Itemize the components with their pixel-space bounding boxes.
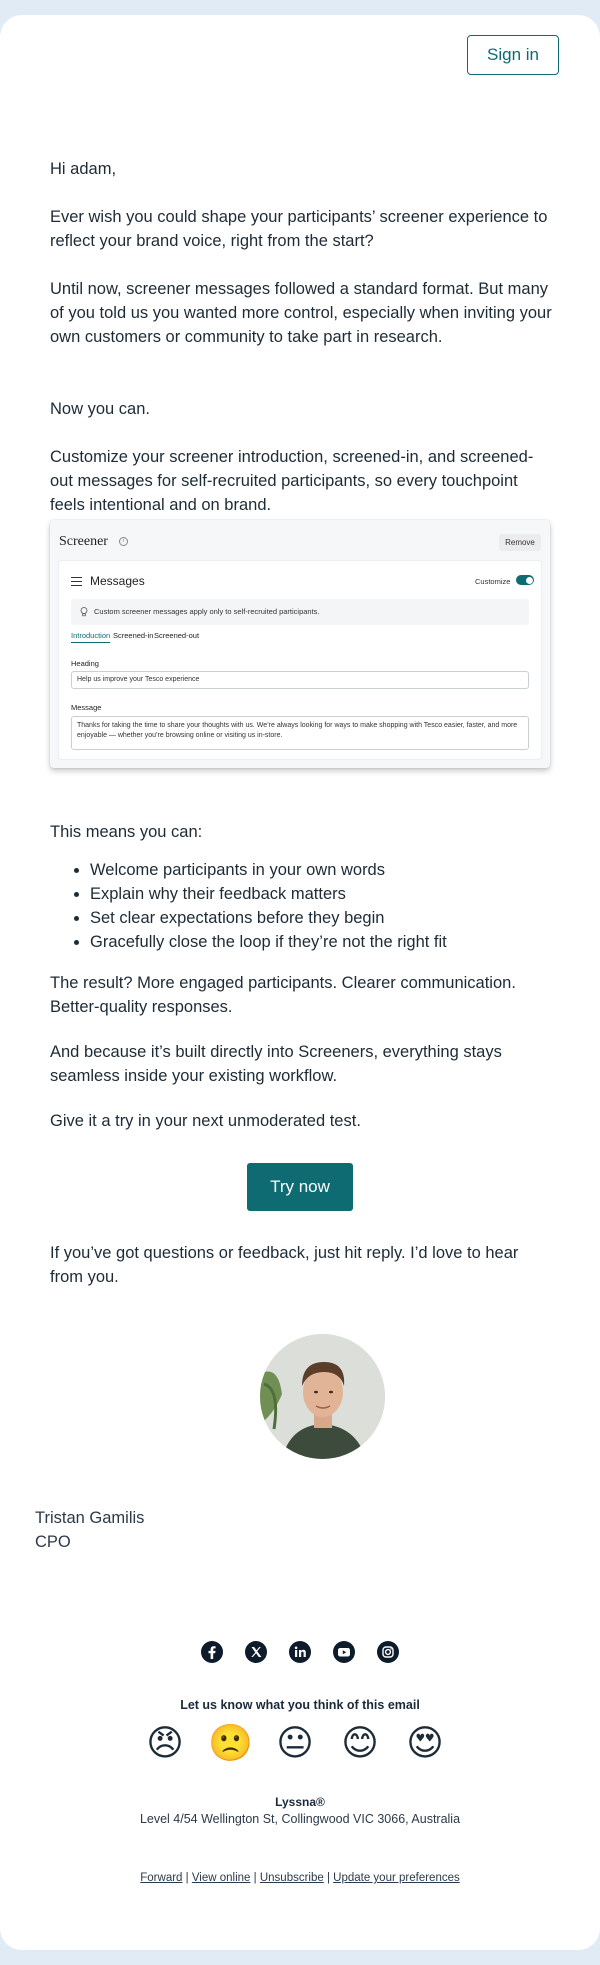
customize-label: Customize — [475, 577, 511, 586]
remove-button: Remove — [499, 534, 541, 551]
customize-toggle — [516, 575, 534, 585]
feedback-title: Let us know what you think of this email — [180, 1698, 420, 1712]
company-address: Level 4/54 Wellington St, Collingwood VIC 3066, Australia — [139, 1812, 461, 1826]
means-paragraph: This means you can: — [50, 823, 203, 841]
screener-screenshot — [50, 520, 550, 768]
context-paragraph: Until now, screener messages followed a standard format. But many of you told us you wanted more control, especially when inviting your own customers or community to take part in research. — [50, 280, 552, 346]
intro-paragraph: Ever wish you could shape your participants’ screener experience to reflect your brand voice, right from the start? — [50, 208, 548, 250]
list-item: Welcome participants in your own words — [50, 858, 555, 882]
youtube-icon[interactable] — [333, 1641, 355, 1663]
menu-icon — [71, 577, 82, 586]
update-preferences-link[interactable]: Update your preferences — [333, 1872, 460, 1884]
list-item: Set clear expectations before they begin — [50, 906, 555, 930]
try-paragraph: Give it a try in your next unmoderated test. — [50, 1112, 361, 1130]
customize-paragraph: Customize your screener introduction, screened-in, and screened-out messages for self-recruited participants, so every touchpoint feels intentional and on brand. — [50, 448, 534, 514]
view-online-link[interactable]: View online — [191, 1872, 251, 1884]
happy-emoji-button[interactable]: 😊 — [341, 1722, 379, 1763]
portrait-image — [260, 1334, 385, 1459]
brand-name: Lyssna® — [275, 1795, 325, 1809]
instagram-icon[interactable] — [377, 1641, 399, 1663]
lightbulb-icon — [80, 607, 88, 617]
footer-links: Forward | View online | Unsubscribe | Update your preferences — [140, 1872, 460, 1884]
angry-emoji-button[interactable]: 😠 — [146, 1722, 184, 1763]
forward-link[interactable]: Forward — [140, 1872, 183, 1884]
greeting: Hi adam, — [50, 160, 117, 178]
message-field: Thanks for taking the time to share your thoughts with us. We’re always looking for ways to make shopping with Tesco easier, faster, and more enjoyable — whether you’re browsing online or visiting us in-store. — [71, 716, 529, 750]
reply-paragraph: If you’ve got questions or feedback, just hit reply. I’d love to hear from you. — [50, 1244, 519, 1286]
benefits-list — [50, 858, 555, 954]
heading-label: Heading — [71, 659, 99, 668]
x-icon[interactable] — [245, 1641, 267, 1663]
heading-field: Help us improve your Tesco experience — [71, 671, 529, 689]
note-box — [71, 599, 529, 625]
list-item: Explain why their feedback matters — [50, 882, 555, 906]
avatar — [260, 1334, 385, 1459]
screener-title: Screener — [59, 534, 108, 549]
sad-emoji-button[interactable]: 🙁 — [208, 1722, 253, 1763]
signature-name: Tristan Gamilis — [35, 1509, 145, 1527]
try-now-button[interactable]: Try now — [247, 1163, 353, 1211]
love-emoji-button[interactable]: 😍 — [406, 1722, 444, 1763]
now-you-can-paragraph: Now you can. — [50, 400, 150, 418]
result-paragraph: The result? More engaged participants. Clearer communication. Better-quality responses. — [50, 974, 516, 1016]
workflow-paragraph: And because it’s built directly into Screeners, everything stays seamless inside your existing workflow. — [50, 1043, 502, 1085]
info-icon: i — [119, 537, 128, 546]
facebook-icon[interactable] — [201, 1641, 223, 1663]
list-item: Gracefully close the loop if they’re not the right fit — [50, 930, 555, 954]
note-text: Custom screener messages apply only to self-recruited participants. — [94, 607, 320, 616]
messages-title: Messages — [90, 574, 145, 588]
signature-role: CPO — [35, 1533, 71, 1551]
unsubscribe-link[interactable]: Unsubscribe — [259, 1872, 324, 1884]
tab-screened-in: Screened-in — [113, 631, 154, 640]
tab-introduction: Introduction — [71, 631, 110, 643]
messages-panel — [58, 560, 542, 760]
sign-in-button[interactable]: Sign in — [467, 35, 559, 75]
tab-screened-out: Screened-out — [154, 631, 200, 640]
linkedin-icon[interactable] — [289, 1641, 311, 1663]
neutral-emoji-button[interactable]: 😐 — [276, 1722, 314, 1763]
message-label: Message — [71, 703, 102, 712]
